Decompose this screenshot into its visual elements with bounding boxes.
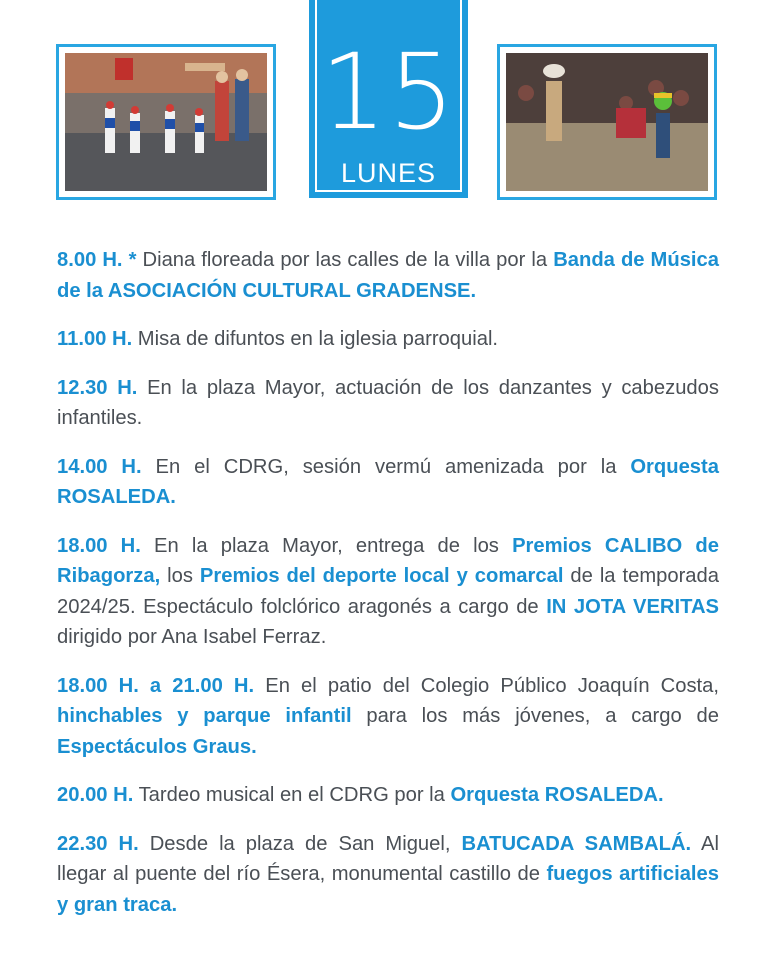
date-badge	[307, 0, 470, 200]
event-text: Diana floreada por las calles de la villa por la	[136, 249, 554, 271]
event-time: 8.00 H. *	[57, 249, 137, 271]
event-text: de la temporada 2024/25. Espectáculo folclórico aragonés a cargo de	[57, 565, 719, 618]
event-text: los	[160, 565, 200, 587]
event-text: En la plaza Mayor, actuación de los danzantes y cabezudos infantiles.	[57, 376, 719, 429]
event-highlight: IN JOTA VERITAS	[546, 595, 719, 618]
schedule-event	[57, 452, 719, 513]
event-text: dirigido por Ana Isabel Ferraz.	[57, 626, 327, 648]
event-text: Tardeo musical en el CDRG por la	[133, 784, 451, 806]
event-time: 12.30 H.	[57, 376, 138, 399]
event-time: 14.00 H.	[57, 455, 142, 478]
event-text: Al llegar al puente del río Ésera, monumental castillo de	[57, 832, 719, 885]
event-text: Misa de difuntos en la iglesia parroquial.	[132, 328, 499, 350]
schedule-event	[57, 671, 719, 763]
cabezudos-illustration	[506, 53, 708, 191]
event-highlight: Espectáculos Graus.	[57, 735, 257, 758]
event-highlight: Orquesta ROSALEDA.	[57, 455, 719, 508]
event-text: En el CDRG, sesión vermú amenizada por la	[141, 455, 631, 478]
event-highlight: fuegos artificiales y gran traca.	[57, 863, 719, 916]
event-highlight: Orquesta ROSALEDA.	[450, 784, 664, 806]
event-highlight: BATUCADA SAMBALÁ.	[461, 832, 692, 855]
event-highlight: hinchables y parque infantil	[57, 705, 352, 727]
event-schedule	[57, 245, 719, 938]
event-time: 18.00 H.	[57, 534, 141, 557]
festival-dancers-photo	[65, 53, 267, 191]
schedule-event	[57, 780, 719, 811]
cabezudos-photo	[506, 53, 708, 191]
schedule-event	[57, 829, 719, 921]
left-photo-frame	[56, 44, 276, 200]
schedule-event	[57, 245, 719, 306]
event-text: para los más jóvenes, a cargo de	[351, 705, 719, 727]
schedule-event	[57, 373, 719, 434]
day-name: LUNES	[340, 158, 437, 188]
event-time: 18.00 H. a 21.00 H.	[57, 674, 255, 697]
day-number: 15	[320, 31, 457, 153]
dancers-illustration	[65, 53, 267, 191]
schedule-event	[57, 531, 719, 653]
event-time: 20.00 H.	[57, 784, 134, 806]
event-highlight: Banda de Música de la ASOCIACIÓN CULTURAL GRADENSE.	[57, 249, 719, 302]
event-text: En el patio del Colegio Público Joaquín Costa,	[254, 674, 720, 697]
event-highlight: Premios del deporte local y comarcal	[199, 565, 564, 587]
schedule-event	[57, 324, 719, 355]
event-highlight: Premios CALIBO de Ribagorza,	[57, 534, 719, 587]
right-photo-frame	[497, 44, 717, 200]
event-time: 22.30 H.	[57, 832, 139, 855]
event-time: 11.00 H.	[57, 328, 133, 350]
event-text: En la plaza Mayor, entrega de los	[140, 534, 513, 557]
page-header	[0, 0, 777, 215]
event-text: Desde la plaza de San Miguel,	[138, 832, 462, 855]
date-badge-fill	[309, 0, 468, 198]
